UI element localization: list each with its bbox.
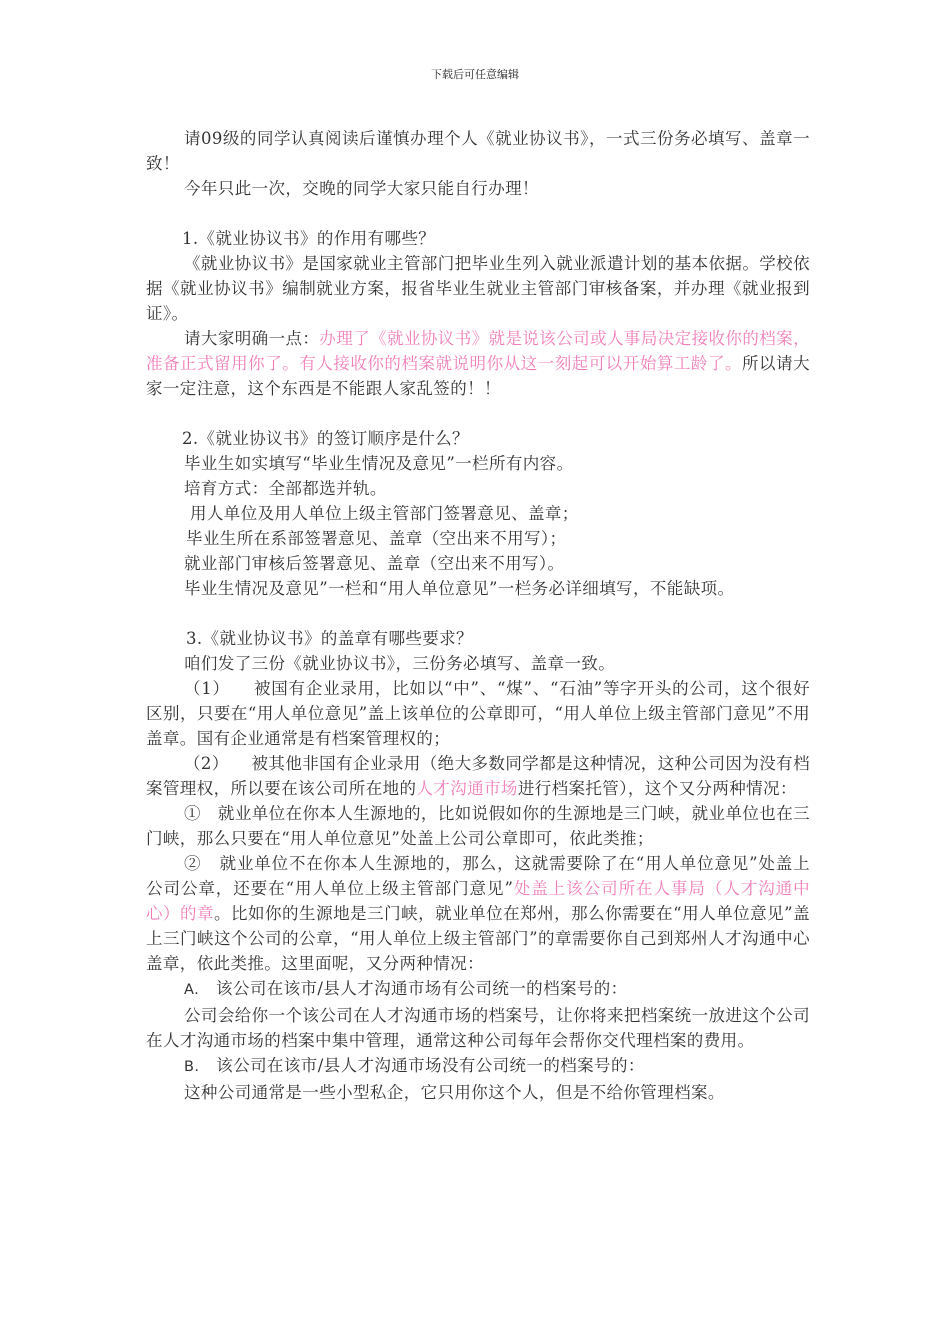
q3-sub-2-number: ②: [184, 854, 202, 873]
q1-note-prefix: 请大家明确一点：: [184, 329, 320, 348]
page-header: 下载后可任意编辑: [431, 68, 519, 81]
q3-case-1-text: 被国有企业录用，比如以“中”、“煤”、“石油”等字开头的公司，这个很好区别，只要在“用人单位意见”盖上该单位的公章即可，“用人单位上级主管部门意见”不用盖章。国有企业通常是有档案管理权的；: [146, 679, 810, 748]
q3-option-b-heading: 该公司在该市/县人才沟通市场没有公司统一的档案号的：: [216, 1056, 645, 1075]
q1-title: 1.《就业协议书》的作用有哪些？: [182, 229, 436, 248]
q3-option-a-label: A.: [184, 982, 200, 998]
q3-case-1: [146, 676, 810, 751]
q3-case-2: [146, 751, 810, 801]
q3-sub-1-text: 就业单位在你本人生源地的，比如说假如你的生源地是三门峡，就业单位也在三门峡，那么只要在“用人单位意见”处盖上公司公章即可，依此类推；: [146, 804, 811, 848]
q3-option-a-heading: 该公司在该市/县人才沟通市场有公司统一的档案号的：: [216, 979, 628, 998]
q2-step: 毕业生情况及意见”一栏和“用人单位意见”一栏务必详细填写，不能缺项。: [184, 579, 735, 598]
q2-step: 就业部门审核后签署意见、盖章（空出来不用写）。: [184, 554, 565, 573]
q3-option-a-title: [146, 976, 810, 1003]
q3-intro: 咱们发了三份《就业协议书》，三份务必填写、盖章一致。: [184, 654, 616, 673]
q3-case-2-highlight: 人才沟通市场: [416, 779, 518, 798]
q3-case-2-text-a: 被其他非国有企业录用（绝大多数同学都是这种情况，这种公司因为没有档案管理权，所以要在该公司所在地的: [146, 754, 810, 798]
q3-sub-2: [146, 851, 810, 976]
q3-sub-2-text-a: 就业单位不在你本人生源地的，那么，这就需要除了在“用人单位意见”处盖上公司公章，还要在“用人单位上级主管部门意见”: [146, 854, 810, 898]
q2-step: 用人单位及用人单位上级主管部门签署意见、盖章；: [190, 504, 579, 523]
q3-case-2-number: （2）: [184, 754, 229, 773]
intro-line-2: 今年只此一次，交晚的同学大家只能自行办理！: [184, 179, 539, 198]
q3-option-b-title: [146, 1053, 810, 1080]
q3-title: 3.《就业协议书》的盖章有哪些要求？: [186, 629, 473, 648]
q2-step: 毕业生如实填写“毕业生情况及意见”一栏所有内容。: [184, 454, 574, 473]
q3-option-a-body: 公司会给你一个该公司在人才沟通市场的档案号，让你将来把档案统一放进这个公司在人才沟通市场的档案中集中管理，通常这种公司每年会帮你交代理档案的费用。: [146, 1006, 810, 1050]
q3-sub-2-text-b: 。比如你的生源地是三门峡，就业单位在郑州，那么你需要在“用人单位意见”盖上三门峡这个公司的公章，“用人单位上级主管部门”的章需要你自己到郑州人才沟通中心盖章，依此类推。这里面呢，又分两种情况：: [146, 904, 810, 973]
document-body: [146, 126, 810, 1105]
intro-line-1: 请09级的同学认真阅读后谨慎办理个人《就业协议书》，一式三份务必填写、盖章一致！: [146, 129, 810, 173]
q1-note-suffix: 所以请大家一定注意，这个东西是不能跟人家乱签的！！: [146, 354, 811, 398]
q2-title: 2.《就业协议书》的签订顺序是什么？: [182, 429, 469, 448]
q2-step: 毕业生所在系部签署意见、盖章（空出来不用写）；: [186, 529, 567, 548]
q1-note-highlight: 办理了《就业协议书》就是说该公司或人事局决定接收你的档案，准备正式留用你了。有人接收你的档案就说明你从这一刻起可以开始算工龄了。: [146, 329, 810, 373]
q3-case-1-number: （1）: [184, 679, 230, 698]
q3-sub-1-number: ①: [184, 804, 201, 823]
q1-paragraph: 《就业协议书》是国家就业主管部门把毕业生列入就业派遣计划的基本依据。学校依据《就业协议书》编制就业方案，报省毕业生就业主管部门审核备案，并办理《就业报到证》。: [146, 254, 810, 323]
q3-option-b-label: B.: [184, 1059, 200, 1075]
q3-sub-1: [146, 801, 810, 851]
q3-sub-2-highlight: 处盖上该公司所在人事局（人才沟通中心）的章: [146, 879, 810, 923]
q3-option-b-body: 这种公司通常是一些小型私企，它只用你这个人，但是不给你管理档案。: [184, 1083, 725, 1102]
q2-step: 培育方式：全部都选并轨。: [184, 479, 387, 498]
q3-case-2-text-b: 进行档案托管），这个又分两种情况：: [517, 779, 797, 798]
q1-note: [146, 326, 810, 401]
